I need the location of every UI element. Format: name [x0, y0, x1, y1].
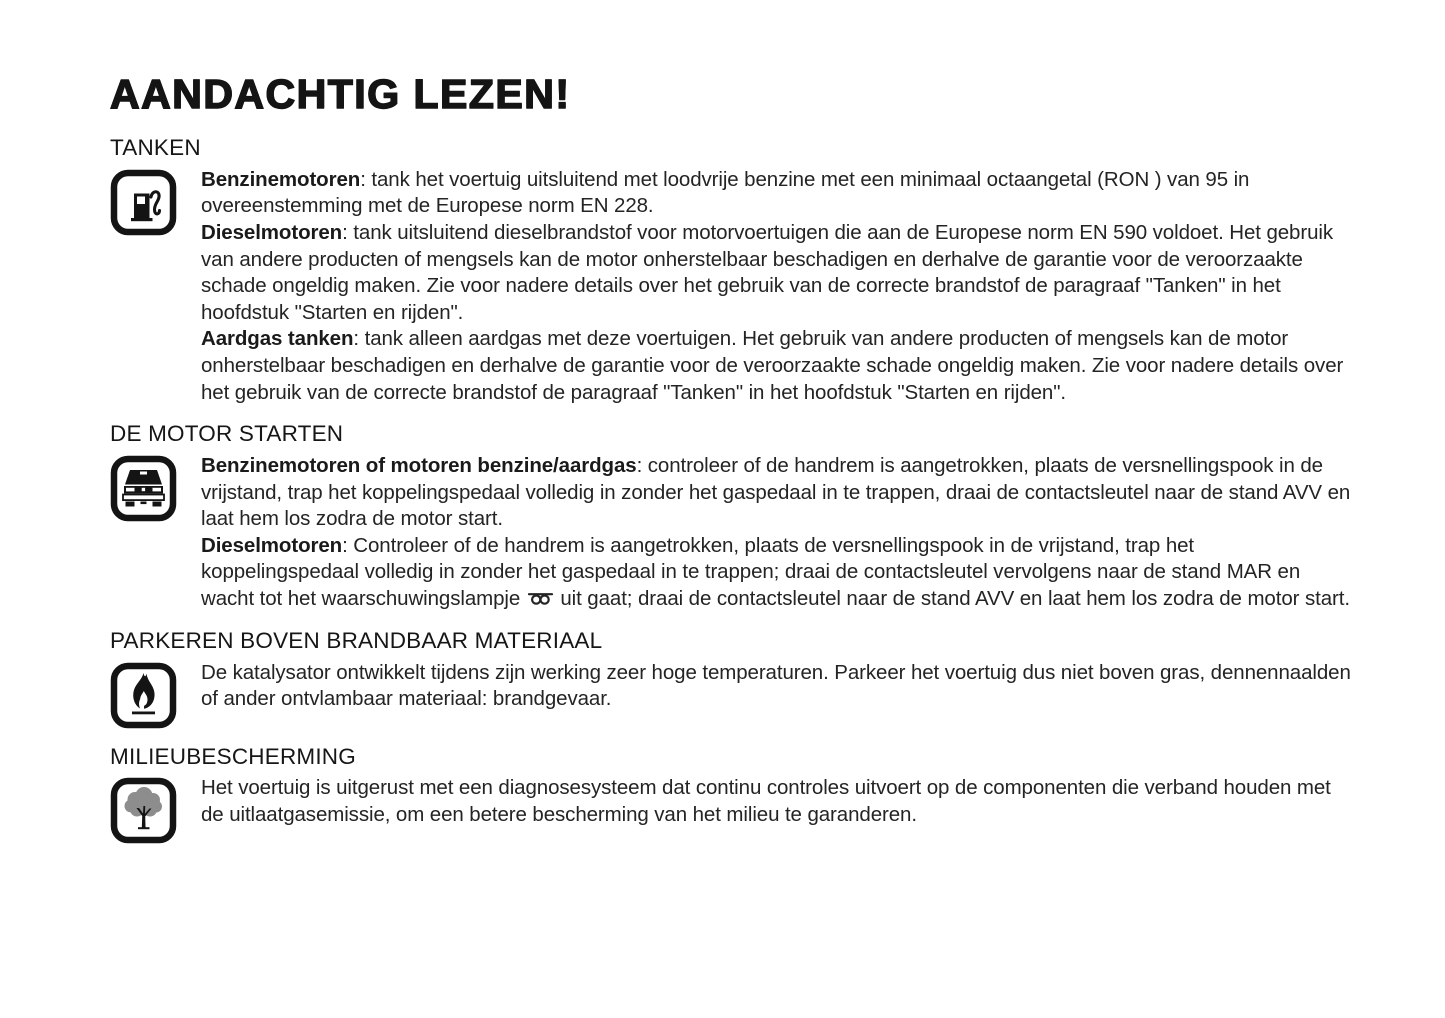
section-parkeren-brandbaar — [110, 628, 1357, 729]
section-heading: TANKEN — [110, 135, 201, 160]
paragraph-diagnosesysteem — [201, 775, 1357, 828]
paragraph-benzinemotoren — [201, 167, 1357, 220]
section-body — [201, 775, 1357, 828]
section-body — [201, 660, 1357, 713]
paragraph-text: uit gaat; draai de contactsleutel naar de stand AVV en laat hem los zodra de motor start. — [554, 587, 1350, 611]
tree-icon — [110, 777, 177, 844]
paragraph-lead: Dieselmotoren — [201, 221, 343, 245]
flame-icon — [110, 662, 177, 729]
paragraph-text: : controleer of de handrem is aangetrokken, plaats de versnellingspook in de vrijstand, trap het koppelingspedaal volledig in zonder het gaspedaal in te trappen, draai de contactsleutel naar de stand AVV en laat hem los zodra de motor start. — [201, 454, 1351, 531]
fuel-pump-icon — [110, 169, 177, 236]
paragraph-lead: Aardgas tanken — [201, 327, 354, 351]
page-title: AANDACHTIG LEZEN! — [110, 71, 571, 117]
section-body — [201, 167, 1357, 406]
glow-plug-warning-lamp-icon — [528, 591, 553, 606]
car-front-icon — [110, 455, 177, 522]
section-heading: PARKEREN BOVEN BRANDBAAR MATERIAAL — [110, 627, 603, 653]
paragraph-lead: Dieselmotoren — [201, 533, 343, 557]
paragraph-lead: Benzinemotoren — [201, 167, 361, 191]
paragraph-text: : tank alleen aardgas met deze voertuigen. Het gebruik van andere producten of mengsels kan de motor onherstelbaar beschadigen en derhalve de garantie voor de veroorzaakte schade ongeldig maken. Zie voor nadere details over het gebruik van de correcte brandstof de paragraaf "Tanken" in het hoofdstuk "Starten en rijden". — [201, 327, 1344, 404]
paragraph-text: : Controleer of de handrem is aangetrokken, plaats de versnellingspook in de vrijstand, trap het koppelingspedaal volledig in zonder het gaspedaal in te trappen; draai de contactsleutel vervolgens naar de stand MAR en wacht tot het waarschuwingslampje — [201, 533, 1301, 611]
paragraph-text: : tank uitsluitend dieselbrandstof voor motorvoertuigen die aan de Europese norm EN 590 voldoet. Het gebruik van andere producten of mengsels kan de motor onherstelbaar beschadigen en derhalve de garantie voor de veroorzaakte schade ongeldig maken. Zie voor nadere details over het gebruik van de correcte brandstof de paragraaf "Tanken" in het hoofdstuk "Starten en rijden". — [201, 221, 1333, 324]
section-milieubescherming — [110, 744, 1357, 845]
paragraph-text: Het voertuig is uitgerust met een diagnosesysteem dat continu controles uitvoert op de componenten die verband houden met de uitlaatgasemissie, om een betere bescherming van het milieu te garanderen. — [201, 776, 1331, 826]
section-body — [201, 453, 1357, 613]
section-tanken — [110, 135, 1357, 406]
section-heading: DE MOTOR STARTEN — [110, 421, 344, 447]
paragraph-benzine-aardgas — [201, 453, 1357, 533]
paragraph-katalysator — [201, 660, 1357, 713]
section-heading: MILIEUBESCHERMING — [110, 743, 356, 769]
section-de-motor-starten — [110, 421, 1357, 612]
paragraph-text: : tank het voertuig uitsluitend met loodvrije benzine met een minimaal octaangetal (RON ) van 95 in overeenstemming met de Europese norm EN 228. — [201, 167, 1250, 218]
paragraph-aardgas-tanken — [201, 326, 1357, 406]
paragraph-text: De katalysator ontwikkelt tijdens zijn werking zeer hoge temperaturen. Parkeer het voertuig dus niet boven gras, dennennaalden of ander ontvlambaar materiaal: brandgevaar. — [201, 660, 1351, 711]
paragraph-dieselmotoren-starten — [201, 533, 1357, 613]
paragraph-dieselmotoren — [201, 220, 1357, 326]
paragraph-lead: Benzinemotoren of motoren benzine/aardgas — [201, 454, 637, 478]
